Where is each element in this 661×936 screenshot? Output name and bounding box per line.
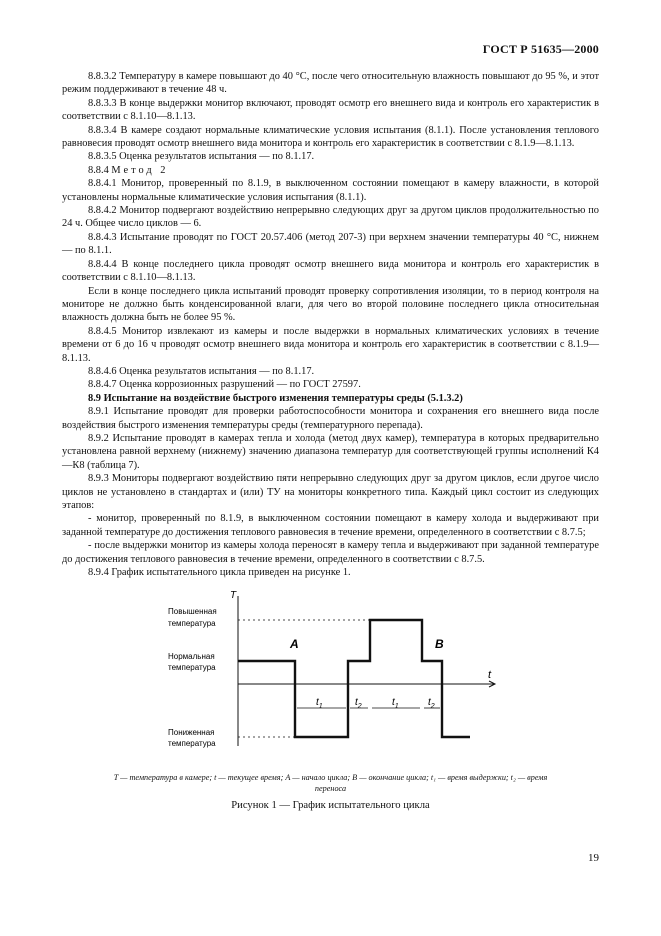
- test-cycle-diagram: [160, 586, 505, 766]
- label-low-1: Пониженная: [168, 728, 215, 737]
- t1-subscript: 1: [394, 703, 399, 710]
- label-high-1: Повышенная: [168, 607, 217, 616]
- label-high-2: температура: [168, 619, 216, 628]
- figure-legend-line-1: T — температура в камере; t — текущее время; A — начало цикла; B — окончание цикла; t₁ — время выдержки; t₂ — время: [113, 773, 548, 782]
- paragraph: Если в конце последнего цикла испытаний проводят проверку сопротивления изоляции, то в период контроля на мониторе не должно быть конденсированной влаги, для чего во второй половине последнего цикла относительная влажность должна быть не более 95 %.: [62, 285, 599, 324]
- label-norm-2: температура: [168, 663, 216, 672]
- list-item: - после выдержки монитор из камеры холода переносят в камеру тепла и выдерживают при заданной температуре до достижения теплового равновесия в течение времени, определенного в соответствии с 8.7.5.: [62, 540, 599, 565]
- document-code: ГОСТ Р 51635—2000: [482, 42, 599, 56]
- t2-subscript: 2: [430, 703, 435, 710]
- t2-symbol: t: [428, 697, 431, 708]
- paragraph: 8.9.4 График испытательного цикла приведен на рисунке 1.: [88, 567, 351, 579]
- paragraph: 8.9.1 Испытание проводят для проверки работоспособности монитора и сохранения его внешнего вида после воздействия быстрого изменения температуры среды (температурного перепада).: [62, 406, 599, 431]
- marker-a: A: [290, 637, 299, 651]
- y-axis-label: T: [230, 590, 237, 601]
- paragraph: 8.8.3.4 В камере создают нормальные климатические условия испытания (8.1.1). После установления теплового равновесия проводят осмотр внешнего вида монитора и контроль его характеристик в соответствии с 8.1.9—8.1.13.: [62, 124, 599, 150]
- paragraph: 8.8.4.2 Монитор подвергают воздействию непрерывно следующих друг за другом циклов продолжительностью по 24 ч. Общее число циклов — 6.: [62, 205, 599, 230]
- paragraph: 8.8.4.4 В конце последнего цикла проводят осмотр внешнего вида монитора и контроль его характеристик в соответствии с 8.1.10—8.1.13.: [62, 258, 599, 284]
- paragraph: 8.8.4.1 Монитор, проверенный по 8.1.9, в выключенном состоянии помещают в камеру влажности, в которой установлены нормальные климатические условия испытания (8.1.1).: [62, 178, 599, 203]
- paragraph: 8.8.4.7 Оценка коррозионных разрушений — по ГОСТ 27597.: [88, 379, 361, 391]
- t1-subscript: 1: [318, 703, 323, 710]
- method-number: 8.8.4: [88, 164, 109, 176]
- paragraph: 8.8.4.5 Монитор извлекают из камеры и после выдержки в нормальных климатических условиях в течение времени от 6 до 16 ч проводят осмотр внешнего вида монитора и контроль его характеристик в соответствии с 8.1.9—8.1.13.: [62, 325, 599, 364]
- paragraph: 8.8.3.2 Температуру в камере повышают до 40 °С, после чего относительную влажность повышают до 95 %, и этот режим поддерживают в течение 48 ч.: [62, 71, 599, 96]
- paragraph: 8.9.2 Испытание проводят в камерах тепла и холода (метод двух камер), температура в которых предварительно установлена равной верхнему (нижнему) значению диапазона температур для соответствующей группы исполнений К4—К8 (таблица 7).: [62, 432, 599, 471]
- method-heading: [62, 164, 599, 177]
- t2-symbol: t: [355, 697, 358, 708]
- test-cycle-figure: [160, 586, 505, 766]
- t1-symbol: t: [316, 697, 319, 708]
- paragraph: 8.9.3 Мониторы подвергают воздействию пяти непрерывно следующих друг за другом циклов, если другое число циклов не установлено в стандартах и (или) ТУ на мониторы конкретного типа. Каждый цикл состоит из следующих этапов:: [62, 473, 599, 511]
- body-text: [62, 70, 599, 579]
- section-heading: 8.9 Испытание на воздействие быстрого изменения температуры среды (5.1.3.2): [88, 392, 463, 404]
- paragraph: 8.8.3.3 В конце выдержки монитор включают, проводят осмотр его внешнего вида и контроль его характеристик в соответствии с 8.1.10—8.1.13.: [62, 97, 599, 123]
- method-title: Метод 2: [111, 164, 169, 176]
- paragraph: 8.8.4.3 Испытание проводят по ГОСТ 20.57.406 (метод 207-3) при верхнем значении температуры 40 °С, нижнем — по 8.1.1.: [62, 231, 599, 257]
- label-norm-1: Нормальная: [168, 652, 215, 661]
- list-item: - монитор, проверенный по 8.1.9, в выключенном состоянии помещают в камеру холода и выдерживают при заданной температуре до достижения теплового равновесия в течение времени, определенного в соответствии с 8.7.5;: [62, 513, 599, 538]
- t2-subscript: 2: [357, 703, 362, 710]
- x-axis-label: t: [488, 669, 492, 681]
- t1-symbol: t: [392, 697, 395, 708]
- figure-title: Рисунок 1 — График испытательного цикла: [231, 800, 430, 811]
- figure-legend-line-2: переноса: [314, 784, 347, 793]
- figure-legend: [62, 772, 599, 794]
- page-number: 19: [588, 852, 599, 864]
- paragraph: 8.8.4.6 Оценка результатов испытания — по 8.1.17.: [88, 365, 315, 377]
- marker-b: B: [435, 637, 444, 651]
- paragraph: 8.8.3.5 Оценка результатов испытания — по 8.1.17.: [88, 151, 315, 163]
- label-low-2: температура: [168, 739, 216, 748]
